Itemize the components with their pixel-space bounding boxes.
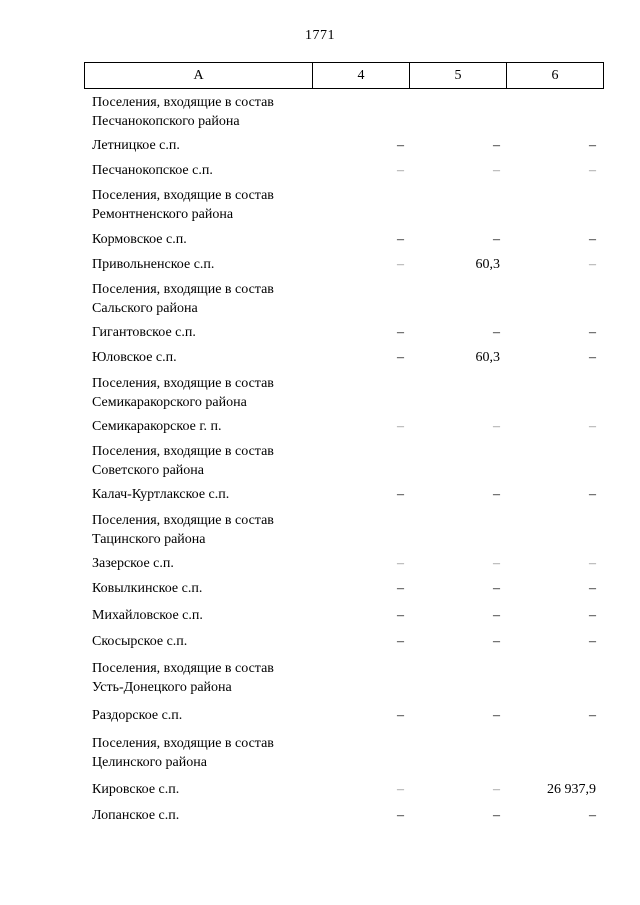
cell-v4: – xyxy=(397,708,404,723)
cell-v5: – xyxy=(493,708,500,723)
row-label: Зазерское с.п. xyxy=(92,556,174,571)
row-label: Поселения, входящие в состав xyxy=(92,444,274,459)
cell-v5: – xyxy=(493,556,500,571)
cell-v6: – xyxy=(589,487,596,502)
cell-v6: – xyxy=(589,556,596,571)
row-label: Лопанское с.п. xyxy=(92,808,180,823)
cell-v6: – xyxy=(589,581,596,596)
cell-v4: – xyxy=(397,556,404,571)
row-label: Привольненское с.п. xyxy=(92,257,215,272)
row-label: Юловское с.п. xyxy=(92,350,177,365)
row-label: Поселения, входящие в состав xyxy=(92,661,274,676)
cell-v5: – xyxy=(493,138,500,153)
row-label: Михайловское с.п. xyxy=(92,608,203,623)
row-label: Калач-Куртлакское с.п. xyxy=(92,487,230,502)
cell-v6: – xyxy=(589,138,596,153)
cell-v4: – xyxy=(397,163,404,178)
row-label: Семикаракорское г. п. xyxy=(92,419,222,434)
cell-v5: – xyxy=(493,581,500,596)
row-label: Скосырское с.п. xyxy=(92,634,188,649)
cell-v4: – xyxy=(397,138,404,153)
row-label-line2: Сальского района xyxy=(92,301,198,316)
cell-v4: – xyxy=(397,487,404,502)
cell-v6: – xyxy=(589,608,596,623)
cell-v5: 60,3 xyxy=(475,350,500,365)
header-col-5: 5 xyxy=(410,63,507,89)
cell-v4: – xyxy=(397,350,404,365)
cell-v5: – xyxy=(493,163,500,178)
row-label-line2: Советского района xyxy=(92,463,204,478)
cell-v5: – xyxy=(493,487,500,502)
cell-v4: – xyxy=(397,232,404,247)
cell-v6: – xyxy=(589,257,596,272)
cell-v6: – xyxy=(589,634,596,649)
cell-v4: – xyxy=(397,808,404,823)
cell-v5: – xyxy=(493,325,500,340)
row-label-line2: Ремонтненского района xyxy=(92,207,234,222)
row-label: Кормовское с.п. xyxy=(92,232,187,247)
header-col-4: 4 xyxy=(313,63,410,89)
cell-v5: – xyxy=(493,782,500,797)
row-label: Раздорское с.п. xyxy=(92,708,183,723)
cell-v5: 60,3 xyxy=(475,257,500,272)
cell-v6: – xyxy=(589,232,596,247)
cell-v5: – xyxy=(493,419,500,434)
cell-v4: – xyxy=(397,608,404,623)
header-col-a: А xyxy=(85,63,313,89)
cell-v6: – xyxy=(589,350,596,365)
cell-v4: – xyxy=(397,782,404,797)
cell-v6: – xyxy=(589,808,596,823)
row-label: Поселения, входящие в состав xyxy=(92,188,274,203)
cell-v6: 26 937,9 xyxy=(547,782,596,797)
row-label-line2: Семикаракорского района xyxy=(92,395,247,410)
row-label: Песчанокопское с.п. xyxy=(92,163,213,178)
cell-v5: – xyxy=(493,232,500,247)
cell-v4: – xyxy=(397,257,404,272)
cell-v4: – xyxy=(397,581,404,596)
row-label: Гигантовское с.п. xyxy=(92,325,196,340)
row-label: Ковылкинское с.п. xyxy=(92,581,203,596)
row-label: Поселения, входящие в состав xyxy=(92,95,274,110)
cell-v5: – xyxy=(493,608,500,623)
cell-v4: – xyxy=(397,419,404,434)
header-col-6: 6 xyxy=(507,63,604,89)
row-label: Кировское с.п. xyxy=(92,782,180,797)
row-label-line2: Песчанокопского района xyxy=(92,114,240,129)
row-label: Поселения, входящие в состав xyxy=(92,736,274,751)
cell-v5: – xyxy=(493,634,500,649)
row-label: Поселения, входящие в состав xyxy=(92,376,274,391)
cell-v5: – xyxy=(493,808,500,823)
row-label-line2: Тацинского района xyxy=(92,532,206,547)
row-label-line2: Целинского района xyxy=(92,755,207,770)
row-label: Поселения, входящие в состав xyxy=(92,513,274,528)
page-number: 1771 xyxy=(305,28,335,43)
cell-v6: – xyxy=(589,708,596,723)
cell-v6: – xyxy=(589,325,596,340)
cell-v6: – xyxy=(589,163,596,178)
row-label: Поселения, входящие в состав xyxy=(92,282,274,297)
cell-v6: – xyxy=(589,419,596,434)
cell-v4: – xyxy=(397,634,404,649)
row-label-line2: Усть-Донецкого района xyxy=(92,680,232,695)
row-label: Летницкое с.п. xyxy=(92,138,180,153)
cell-v4: – xyxy=(397,325,404,340)
